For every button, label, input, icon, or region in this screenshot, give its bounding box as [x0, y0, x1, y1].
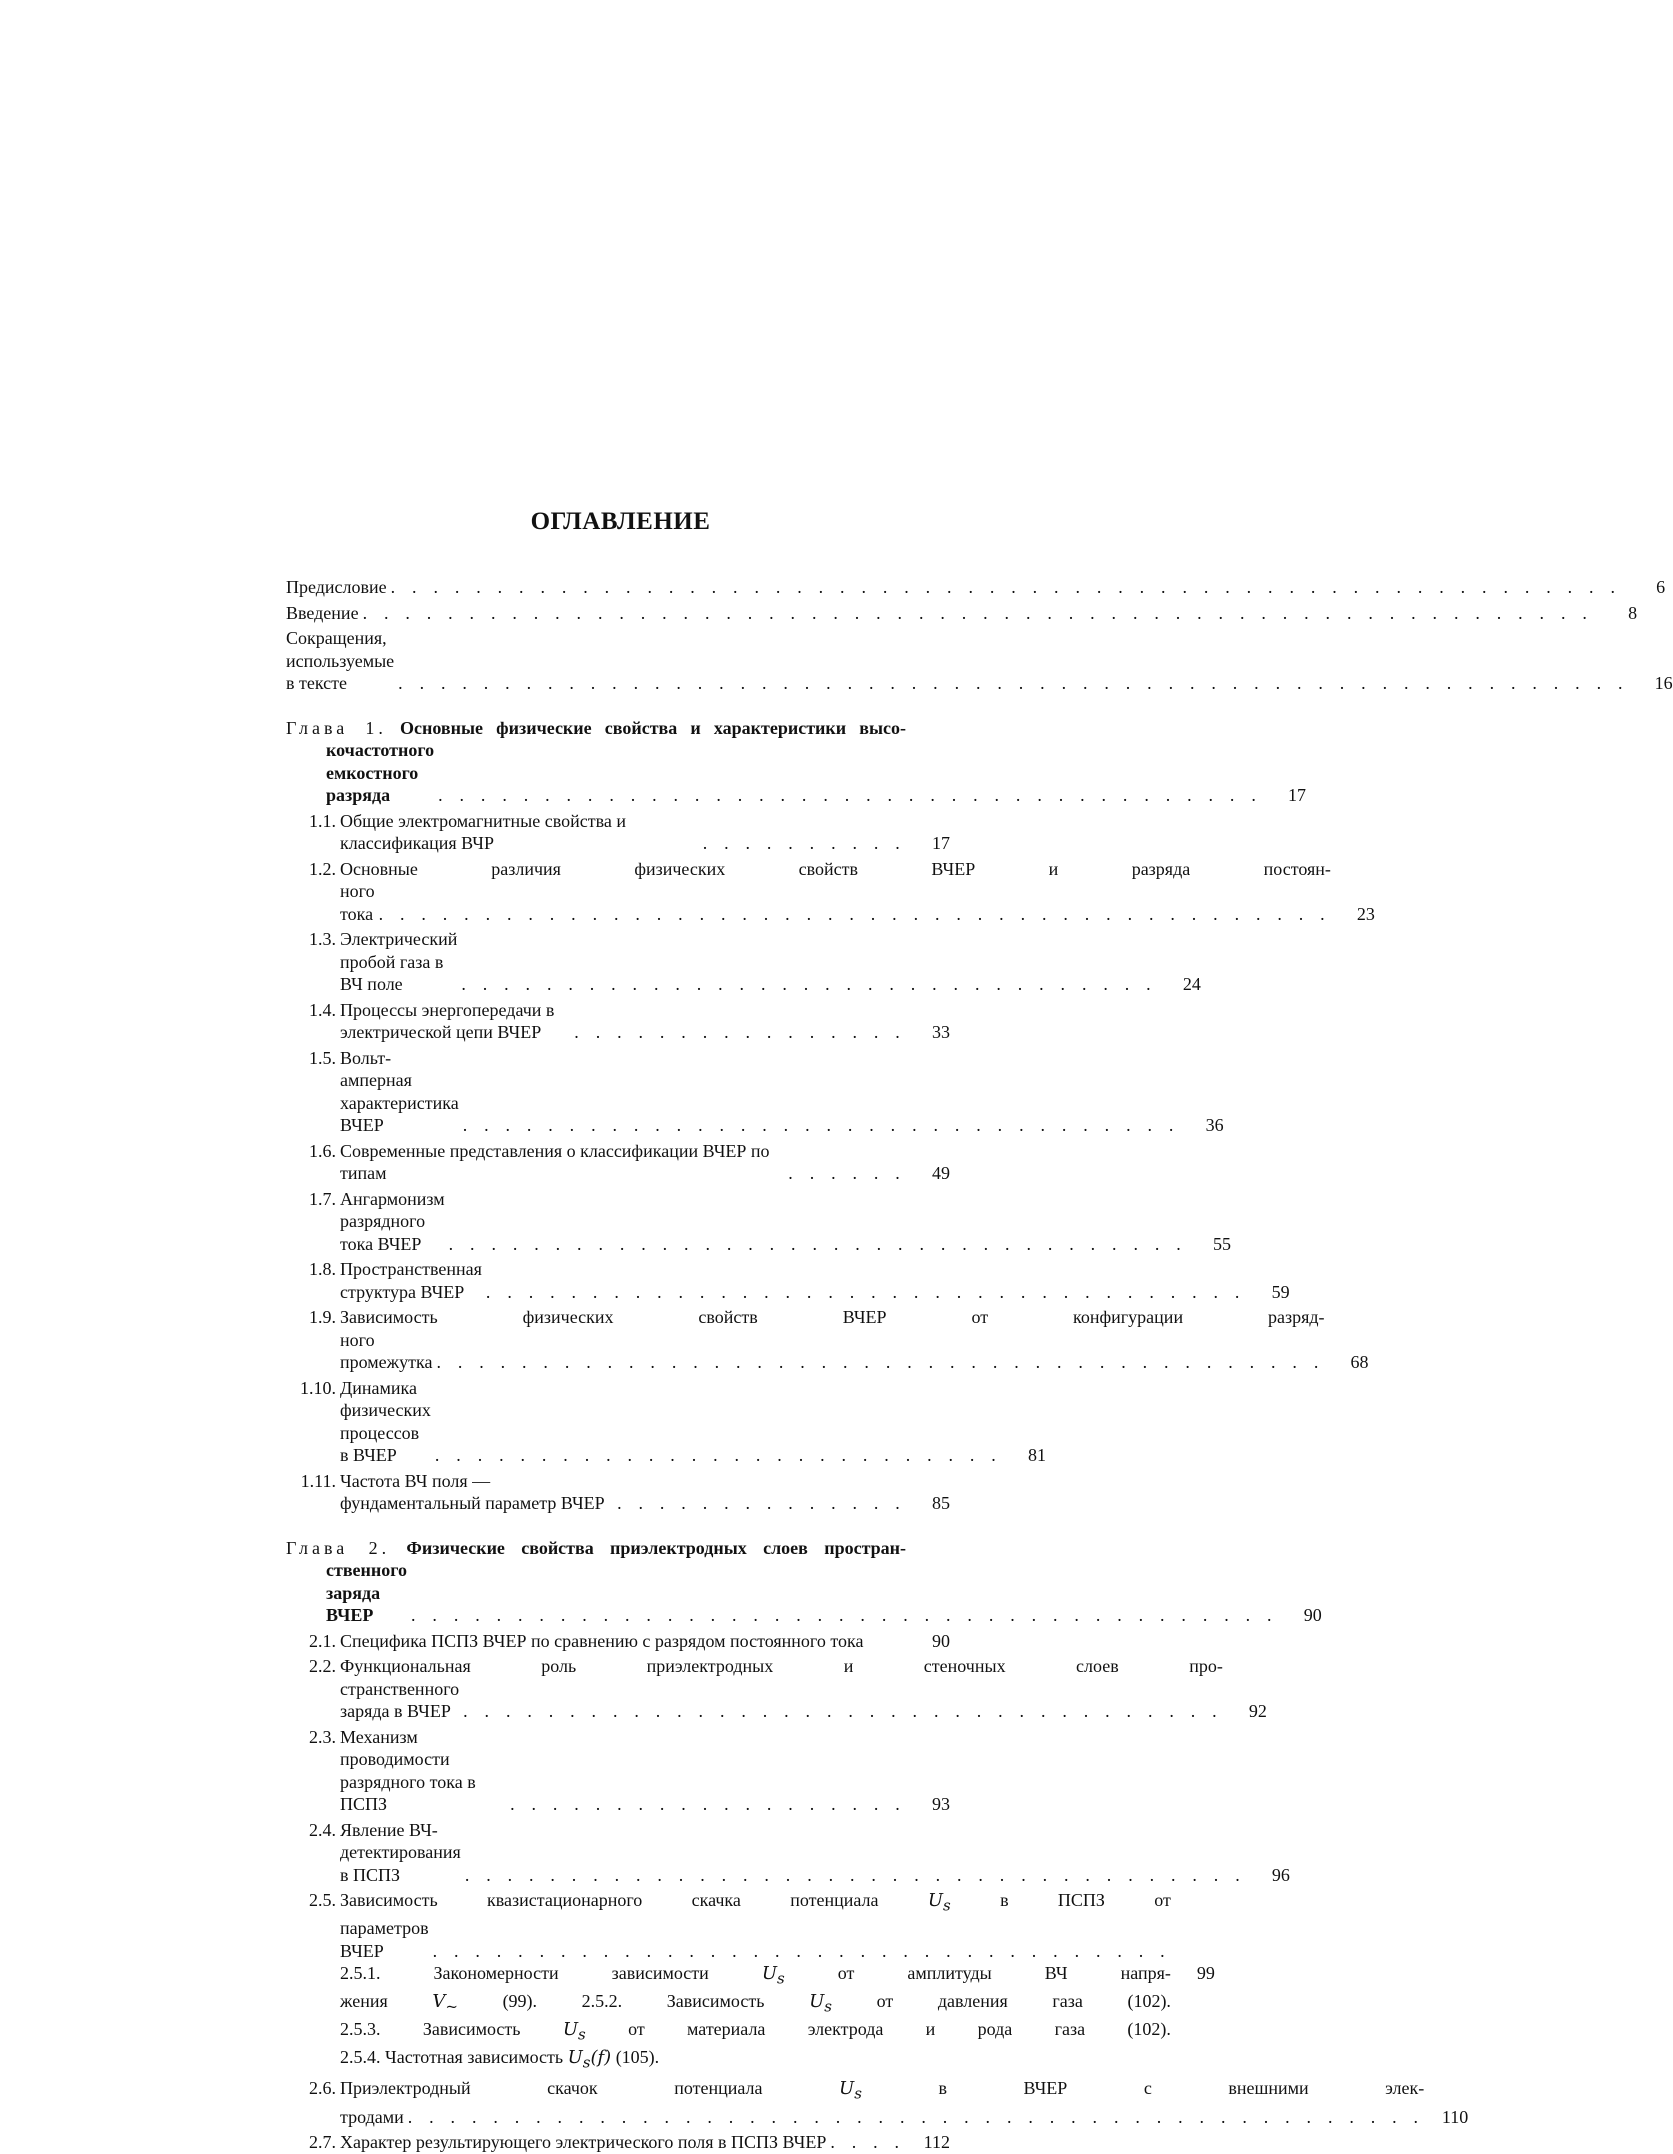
chapter-title-line2: ственного заряда ВЧЕР — [326, 1560, 408, 1625]
subsection-list: 2.5.1. Закономерности зависимости $U_s$ от амплитуды ВЧ напря- 99 — [340, 1963, 1215, 1988]
dot-leader: . . . . . . . . . . . . . . . . . . . . . . . . . . . . . . . . . . . . . . . — [438, 785, 1263, 805]
toc-section-1-2[interactable] — [286, 858, 1375, 926]
section-title-cont: тродами — [340, 2106, 404, 2127]
chapter-title-line1: Физические свойства приэлектродных слоев простран- — [406, 1537, 907, 1558]
section-title: Основные различия физических свойств ВЧЕР и разряда постоян- — [340, 858, 1331, 879]
chapter-title-line1: Основные физические свойства и характеристики высо- — [400, 717, 907, 738]
section-number: 2.2. — [309, 1656, 336, 1676]
section-number: 1.2. — [309, 858, 336, 879]
page-number: 99 — [1196, 1963, 1215, 1984]
toc-chapter-1[interactable] — [286, 717, 1307, 807]
toc-section-1-10[interactable] — [286, 1377, 1046, 1467]
page-number: 92 — [1248, 1701, 1267, 1721]
page-number: 6 — [1656, 577, 1666, 597]
dot-leader: . . . . . . . . . . . . . . . . . . . . . . . . . . . . . . . . . . . . — [485, 1281, 1246, 1302]
page-number: 90 — [932, 1630, 950, 1651]
page-number: 110 — [1441, 2106, 1469, 2127]
page-title: ОГЛАВЛЕНИЕ — [530, 508, 711, 535]
section-title: Приэлектродный скачок потенциала $U_s$ в ВЧЕР с внешними элек- — [340, 2078, 1425, 2104]
section-number: 1.7. — [309, 1188, 336, 1209]
toc-entry-introduction[interactable] — [286, 602, 1638, 625]
toc-section-2-6[interactable] — [286, 2077, 1469, 2128]
entry-text: Предисловие — [286, 577, 387, 597]
section-number: 2.3. — [309, 1726, 336, 1747]
page-number: 96 — [1271, 1864, 1290, 1885]
dot-leader: . . . . . . . . . . . . . . . . . . . . . . . . . . . . . . . . . . . . . . . . . . — [436, 1352, 1325, 1372]
toc-section-1-7[interactable] — [286, 1188, 1231, 1256]
dot-leader: . . . . . . . . . . . . . . . . . . . . . . . . . . . . . . . . . . . — [448, 1233, 1187, 1254]
section-title-cont: ного тока — [340, 881, 375, 924]
page-number: 68 — [1350, 1352, 1369, 1372]
toc-section-2-7[interactable] — [286, 2131, 950, 2154]
toc-section-2-4[interactable] — [286, 1819, 1290, 1887]
toc-section-2-3[interactable] — [286, 1726, 950, 1816]
toc-entry-preface[interactable] — [286, 576, 1666, 599]
section-number: 1.10. — [300, 1377, 336, 1398]
dot-leader: . . . . . . . . . . . . . . — [617, 1493, 906, 1513]
entry-text: Сокращения, используемые в тексте — [286, 628, 395, 693]
page-number: 8 — [1628, 602, 1638, 623]
section-number: 1.1. — [309, 810, 336, 831]
section-number: 1.11. — [300, 1470, 336, 1491]
dot-leader: . . . . . . . . . . . . . . . . . . . . . . . . . . . . . . . . . . — [462, 1115, 1180, 1135]
section-title: Электрический пробой газа в ВЧ поле — [340, 929, 458, 994]
section-title: Специфика ПСПЗ ВЧЕР по сравнению с разрядом постоянного тока — [340, 1630, 864, 1651]
section-number: 2.5. — [309, 1890, 336, 1910]
section-title: Явление ВЧ-детектирования в ПСПЗ — [340, 1819, 461, 1885]
toc-section-1-5[interactable] — [286, 1047, 1224, 1137]
section-title: Динамика физических процессов в ВЧЕР — [340, 1377, 431, 1465]
dot-leader: . . . . . . . . . . — [702, 833, 906, 853]
page-number: 55 — [1212, 1233, 1231, 1254]
entry-text: Введение — [286, 602, 359, 623]
section-title: Частота ВЧ поля — фундаментальный параметр ВЧЕР — [340, 1470, 605, 1513]
page-number: 85 — [932, 1493, 950, 1513]
section-number: 2.6. — [309, 2078, 336, 2099]
section-number: 1.8. — [309, 1259, 336, 1279]
section-title: Современные представления о классификации ВЧЕР по типам — [340, 1140, 770, 1183]
dot-leader: . . . . . . . . . . . . . . . . . . . — [510, 1794, 906, 1814]
section-number: 2.4. — [309, 1819, 336, 1840]
toc-section-1-1[interactable] — [286, 810, 950, 855]
dot-leader: . . . . . . — [788, 1163, 906, 1183]
chapter-title-line2: кочастотного емкостного разряда — [326, 740, 435, 805]
section-number: 1.4. — [309, 999, 336, 1020]
section-title: Процессы энергопередачи в электрической цепи ВЧЕР — [340, 999, 555, 1042]
table-of-contents — [286, 576, 1673, 2154]
page-number: 17 — [1288, 785, 1307, 805]
page-number: 23 — [1356, 903, 1375, 924]
toc-section-1-11[interactable] — [286, 1470, 950, 1515]
toc-section-2-1[interactable] — [286, 1630, 950, 1653]
toc-section-1-6[interactable] — [286, 1140, 950, 1185]
dot-leader: . . . . . . . . . . . . . . . . . . . . . . . . . . . . . . . . . . . . . . . . . — [411, 1605, 1278, 1625]
dot-leader: . . . . . . . . . . . . . . . . . . . . . . . . . . . . . . . . . . . — [432, 1940, 1171, 1961]
chapter-label: Глава 1. — [286, 717, 387, 738]
toc-section-2-5[interactable]: 2.5. Зависимость квазистационарного скачка потенциала $U_s$ в ПСПЗ от параметров ВЧЕР . . . . . . . . . . . . . . . . . . . . . . . . . . . . . . . . . . . 2.5.1. Закономерности зависимости $U_s$ от амплитуды ВЧ напря- 99 жения $V_\sim$ (99). 2.5.2. Зависимость $U_s$ от давления газа (102). 2.5.3. Зависимость $U_s$ от материала электрода и рода газа (102). 2.5.4. Частотная зависимость $U_s(f)$ (105). — [286, 1889, 950, 2074]
section-title: Механизм проводимости разрядного тока в ПСПЗ — [340, 1726, 476, 1814]
section-number: 1.5. — [309, 1047, 336, 1068]
dot-leader: . . . . . . . . . . . . . . . . . . . . . . . . . . . . . . . . . . . . . — [464, 1864, 1246, 1885]
section-number: 1.9. — [309, 1307, 336, 1327]
section-title: Общие электромагнитные свойства и классификация ВЧР — [340, 810, 626, 853]
section-title: Характер результирующего электрического поля в ПСПЗ ВЧЕР — [340, 2132, 827, 2153]
dot-leader: . . . . . . . . . . . . . . . . . . . . . . . . . . . . . . . . . . . . . . . . . . . . . — [378, 903, 1331, 924]
page-number: 112 — [923, 2132, 950, 2153]
dot-leader: . . . . . . . . . . . . . . . . . . . . . . . . . . . . . . . . . . . . — [463, 1701, 1223, 1721]
section-number: 2.1. — [309, 1630, 336, 1651]
toc-section-1-8[interactable] — [286, 1258, 1290, 1303]
page-number: 81 — [1028, 1445, 1046, 1465]
section-title-cont: странственного заряда в ВЧЕР — [340, 1678, 460, 1721]
page-number: 33 — [932, 1022, 950, 1042]
section-title: Функциональная роль приэлектродных и стеночных слоев про- — [340, 1656, 1223, 1676]
section-title: Зависимость квазистационарного скачка потенциала $U_s$ в ПСПЗ от — [340, 1890, 1171, 1915]
toc-chapter-2[interactable] — [286, 1537, 1322, 1627]
page-number: 90 — [1303, 1605, 1322, 1625]
math-us: $U_s$ — [927, 1890, 951, 1915]
section-number: 1.6. — [309, 1140, 336, 1161]
page-number: 59 — [1271, 1281, 1290, 1302]
section-title-cont: ного промежутка — [340, 1329, 433, 1372]
page-number: 24 — [1182, 974, 1201, 994]
dot-leader: . . . . . . . . . . . . . . . . . . . . . . . . . . . . . . . . . . . . . . . . . . . . . . . . . . . . . . . . . . — [362, 602, 1594, 623]
chapter-label: Глава 2. — [286, 1537, 391, 1558]
toc-entry-abbreviations[interactable] — [286, 627, 1673, 695]
dot-leader: . . . . . . . . . . . . . . . . . . . . . . . . . . . . . . . . . . . . . . . . . . . . . . . . . . . . . . . . . . — [398, 673, 1629, 693]
section-title: Ангармонизм разрядного тока ВЧЕР — [340, 1188, 445, 1254]
page-number: 36 — [1205, 1115, 1224, 1135]
section-number: 2.7. — [309, 2132, 336, 2153]
toc-section-1-9[interactable] — [286, 1306, 1369, 1374]
page-number: 93 — [932, 1794, 950, 1814]
dot-leader: . . . . . . . . . . . . . . . . . . . . . . . . . . . . . . . . . . . . . . . . . . . . . . . . . . . . . . . . . . — [390, 577, 1622, 597]
toc-section-2-2[interactable] — [286, 1655, 1267, 1723]
page-number: 17 — [932, 833, 950, 853]
section-title: Зависимость физических свойств ВЧЕР от конфигурации разряд- — [340, 1307, 1325, 1327]
dot-leader: . . . . . . . . . . . . . . . . . . . . . . . . . . . . . . . . . . . . . . . . . . . . . . . . — [407, 2106, 1425, 2127]
dot-leader: . . . . — [830, 2132, 906, 2153]
page-number: 49 — [932, 1163, 950, 1183]
dot-leader: . . . . . . . . . . . . . . . . . . . . . . . . . . . — [434, 1445, 1002, 1465]
dot-leader: . . . . . . . . . . . . . . . . — [574, 1022, 906, 1042]
page-number: 16 — [1654, 673, 1673, 693]
dot-leader: . . . . . . . . . . . . . . . . . . . . . . . . . . . . . . . . . — [461, 974, 1157, 994]
section-number: 1.3. — [309, 929, 336, 949]
toc-section-1-4[interactable] — [286, 999, 950, 1044]
section-title-cont: параметров ВЧЕР — [340, 1918, 429, 1961]
toc-section-1-3[interactable] — [286, 928, 1201, 996]
section-title: Пространственная структура ВЧЕР — [340, 1259, 482, 1302]
section-title: Вольт-амперная характеристика ВЧЕР — [340, 1047, 459, 1135]
